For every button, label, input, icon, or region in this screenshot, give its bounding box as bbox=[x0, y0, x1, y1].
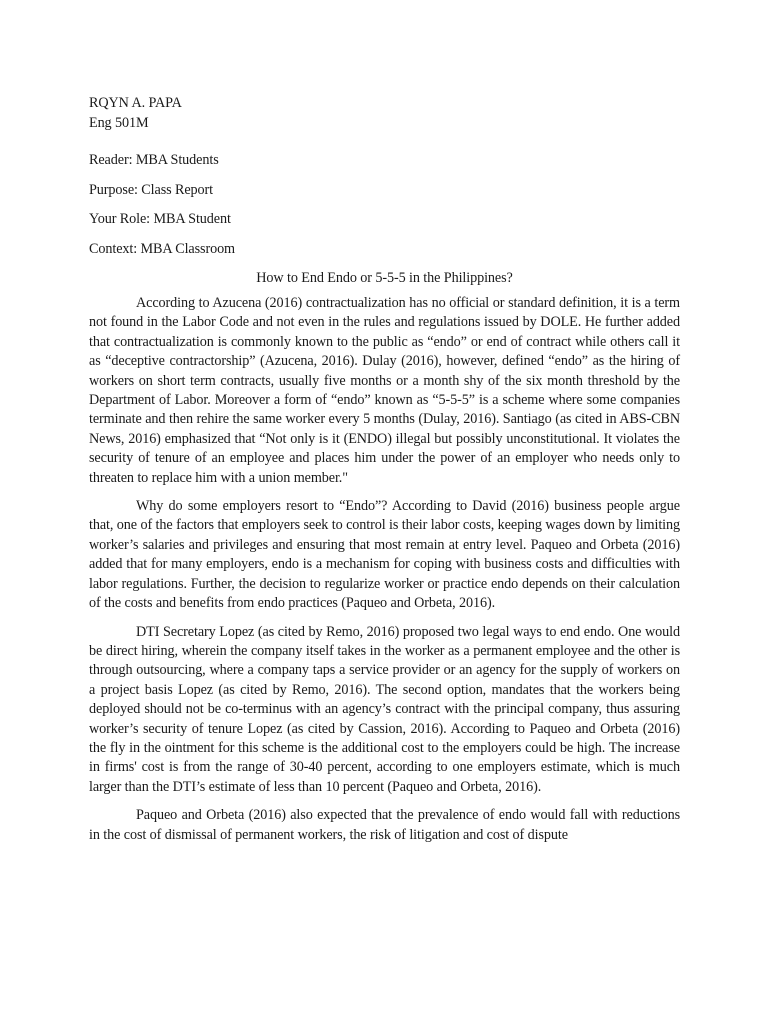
meta-context: Context: MBA Classroom bbox=[89, 240, 235, 257]
paragraph-definition: According to Azucena (2016) contractualization has no official or standard definition, it is a term not found in the Labor Code and not even in the rules and regulations issued by DOLE. He further added that contractualization is commonly known to the public as “endo” or end of contract while others call it as “deceptive contractorship” (Azucena, 2016). Dulay (2016), however, defined “endo” as the hiring of workers on short term contracts, usually five months or a month shy of the six month threshold by the Department of Labor. Moreover a form of “endo” known as “5-5-5” is a scheme where some companies terminate and then rehire the same worker every 5 months (Dulay, 2016). Santiago (as cited in ABS-CBN News, 2016) emphasized that “Not only is it (ENDO) illegal but possibly unconstitutional. It violates the security of tenure of an employee and places him under the power of an employer who needs only to threaten to replace him with a union member." bbox=[89, 295, 680, 486]
meta-reader: Reader: MBA Students bbox=[89, 152, 219, 168]
paragraph-reasons: Why do some employers resort to “Endo”? According to David (2016) business people argue that, one of the factors that employers seek to control is their labor costs, keeping wages down by limiting worker’s salaries and privileges and ensuring that most remain at entry level. Paqueo and Orbeta (2016) added that for many employers, endo is a mechanism for coping with business costs and difficulties with labor regulations. Further, the decision to regularize worker or practice endo depends on their calculation of the costs and benefits from endo practices (Paqueo and Orbeta, 2016). bbox=[89, 498, 680, 612]
meta-role: Your Role: MBA Student bbox=[89, 211, 231, 227]
meta-purpose: Purpose: Class Report bbox=[89, 181, 214, 198]
course-code: Eng 501M bbox=[89, 114, 149, 131]
assignment-meta bbox=[89, 150, 680, 259]
document-title: How to End Endo or 5-5-5 in the Philippines? bbox=[256, 270, 513, 286]
paragraph-expectations: Paqueo and Orbeta (2016) also expected that the prevalence of endo would fall with reductions in the cost of dismissal of permanent workers, the risk of litigation and cost of dispute bbox=[89, 807, 680, 843]
author-name: RQYN A. PAPA bbox=[89, 95, 182, 111]
author-header bbox=[89, 94, 680, 133]
paragraph-solutions: DTI Secretary Lopez (as cited by Remo, 2016) proposed two legal ways to end endo. One would be direct hiring, wherein the company itself takes in the worker as a permanent employee and the other is through outsourcing, where a company taps a service provider or an agency for the supply of workers on a project basis Lopez (as cited by Remo, 2016). The second option, mandates that the workers being deployed should not be co-terminus with an agency’s contract with the principal company, thus assuring worker’s security of tenure Lopez (as cited by Cassion, 2016). According to Paqueo and Orbeta (2016) the fly in the ointment for this scheme is the additional cost to the employers could be high. The increase in firms' cost is from the range of 30-40 percent, according to one employers estimate, which is much larger than the DTI’s estimate of less than 10 percent (Paqueo and Orbeta, 2016). bbox=[89, 623, 680, 795]
